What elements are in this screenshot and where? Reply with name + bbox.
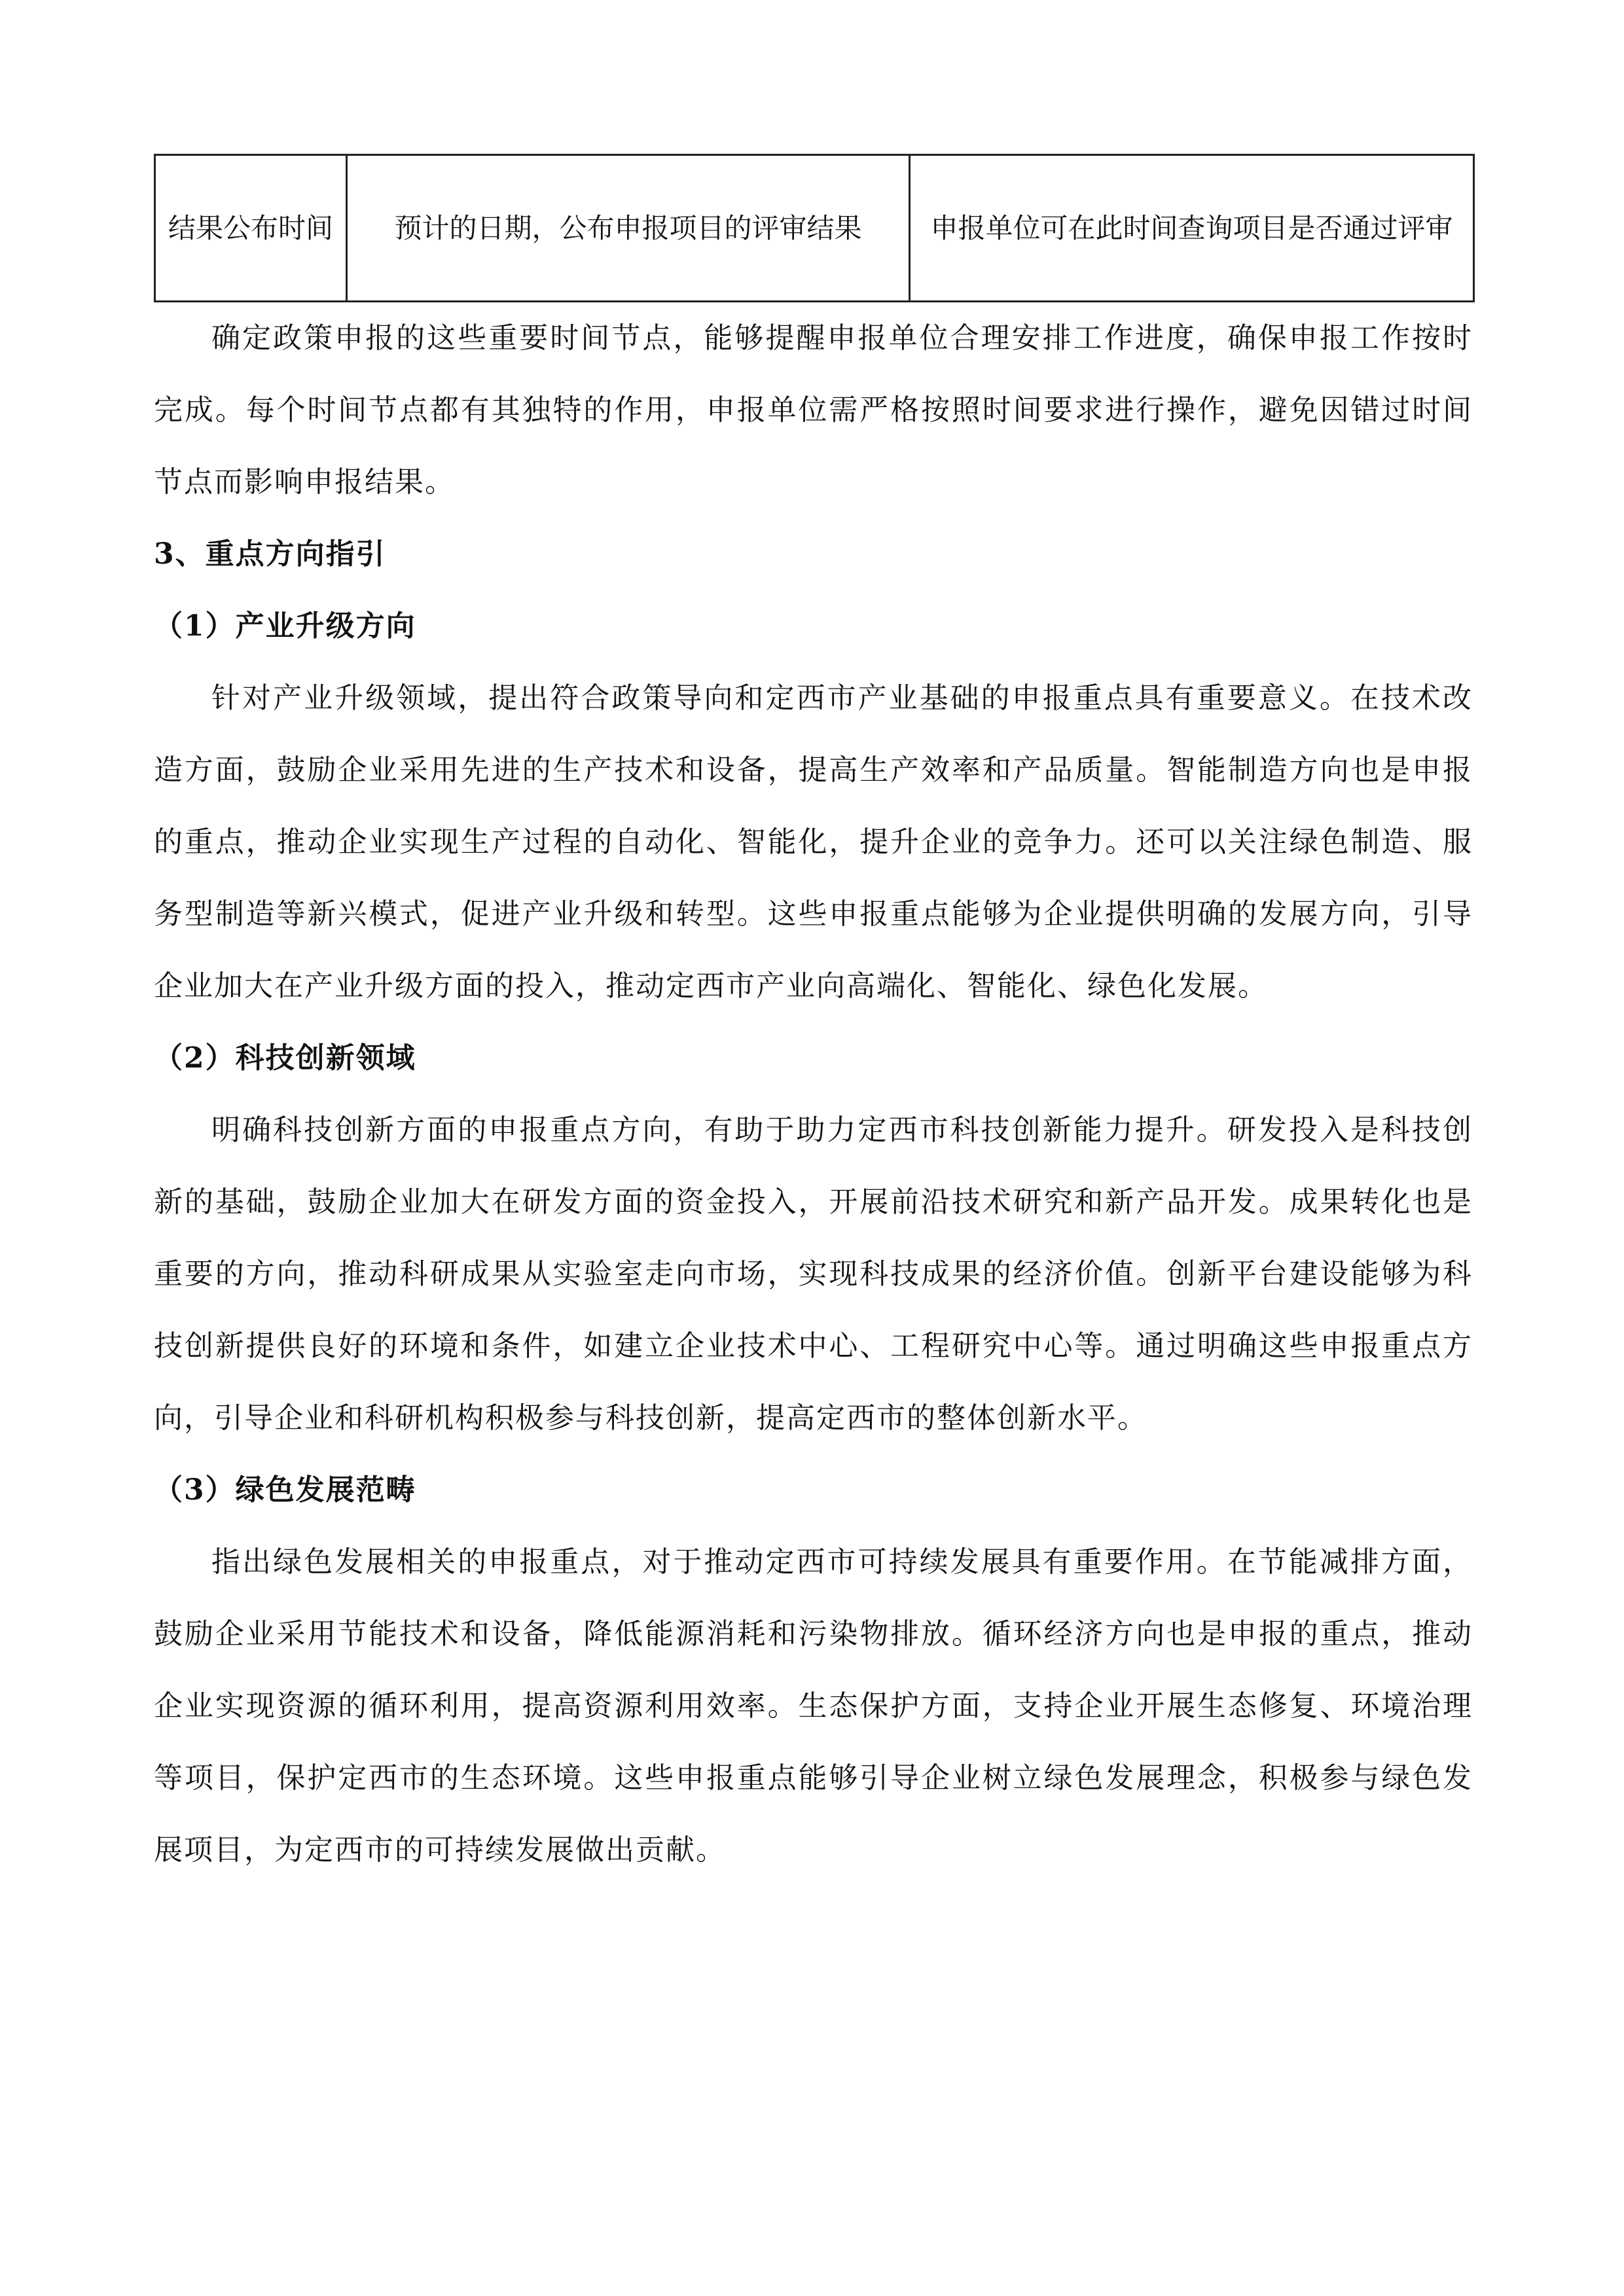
subsection-heading-innovation: （2）科技创新领域 [154,1041,416,1075]
table-cell-description: 预计的日期，公布申报项目的评审结果 [347,155,910,302]
table-row [155,155,1474,302]
document-page [154,154,1473,1886]
table-cell-stage: 结果公布时间 [155,155,347,302]
intro-paragraph: 确定政策申报的这些重要时间节点，能够提醒申报单位合理安排工作进度，确保申报工作按时完成。每个时间节点都有其独特的作用，申报单位需严格按照时间要求进行操作，避免因错过时间节点而影响申报结果。 [154,321,1473,499]
paragraph-green: 指出绿色发展相关的申报重点，对于推动定西市可持续发展具有重要作用。在节能减排方面，鼓励企业采用节能技术和设备，降低能源消耗和污染物排放。循环经济方向也是申报的重点，推动企业实现资源的循环利用，提高资源利用效率。生态保护方面，支持企业开展生态修复、环境治理等项目，保护定西市的生态环境。这些申报重点能够引导企业树立绿色发展理念，积极参与绿色发展项目，为定西市的可持续发展做出贡献。 [154,1545,1473,1867]
subsection-heading-green: （3）绿色发展范畴 [154,1473,416,1507]
paragraph-industry: 针对产业升级领域，提出符合政策导向和定西市产业基础的申报重点具有重要意义。在技术改造方面，鼓励企业采用先进的生产技术和设备，提高生产效率和产品质量。智能制造方向也是申报的重点，推动企业实现生产过程的自动化、智能化，提升企业的竞争力。还可以关注绿色制造、服务型制造等新兴模式，促进产业升级和转型。这些申报重点能够为企业提供明确的发展方向，引导企业加大在产业升级方面的投入，推动定西市产业向高端化、智能化、绿色化发展。 [154,681,1473,1003]
section-heading: 3、重点方向指引 [154,537,386,571]
subsection-heading-industry: （1）产业升级方向 [154,609,416,643]
paragraph-innovation: 明确科技创新方面的申报重点方向，有助于助力定西市科技创新能力提升。研发投入是科技创新的基础，鼓励企业加大在研发方面的资金投入，开展前沿技术研究和新产品开发。成果转化也是重要的方向，推动科研成果从实验室走向市场，实现科技成果的经济价值。创新平台建设能够为科技创新提供良好的环境和条件，如建立企业技术中心、工程研究中心等。通过明确这些申报重点方向，引导企业和科研机构积极参与科技创新，提高定西市的整体创新水平。 [154,1113,1473,1435]
schedule-table [154,154,1475,302]
table-cell-note: 申报单位可在此时间查询项目是否通过评审 [910,155,1474,302]
